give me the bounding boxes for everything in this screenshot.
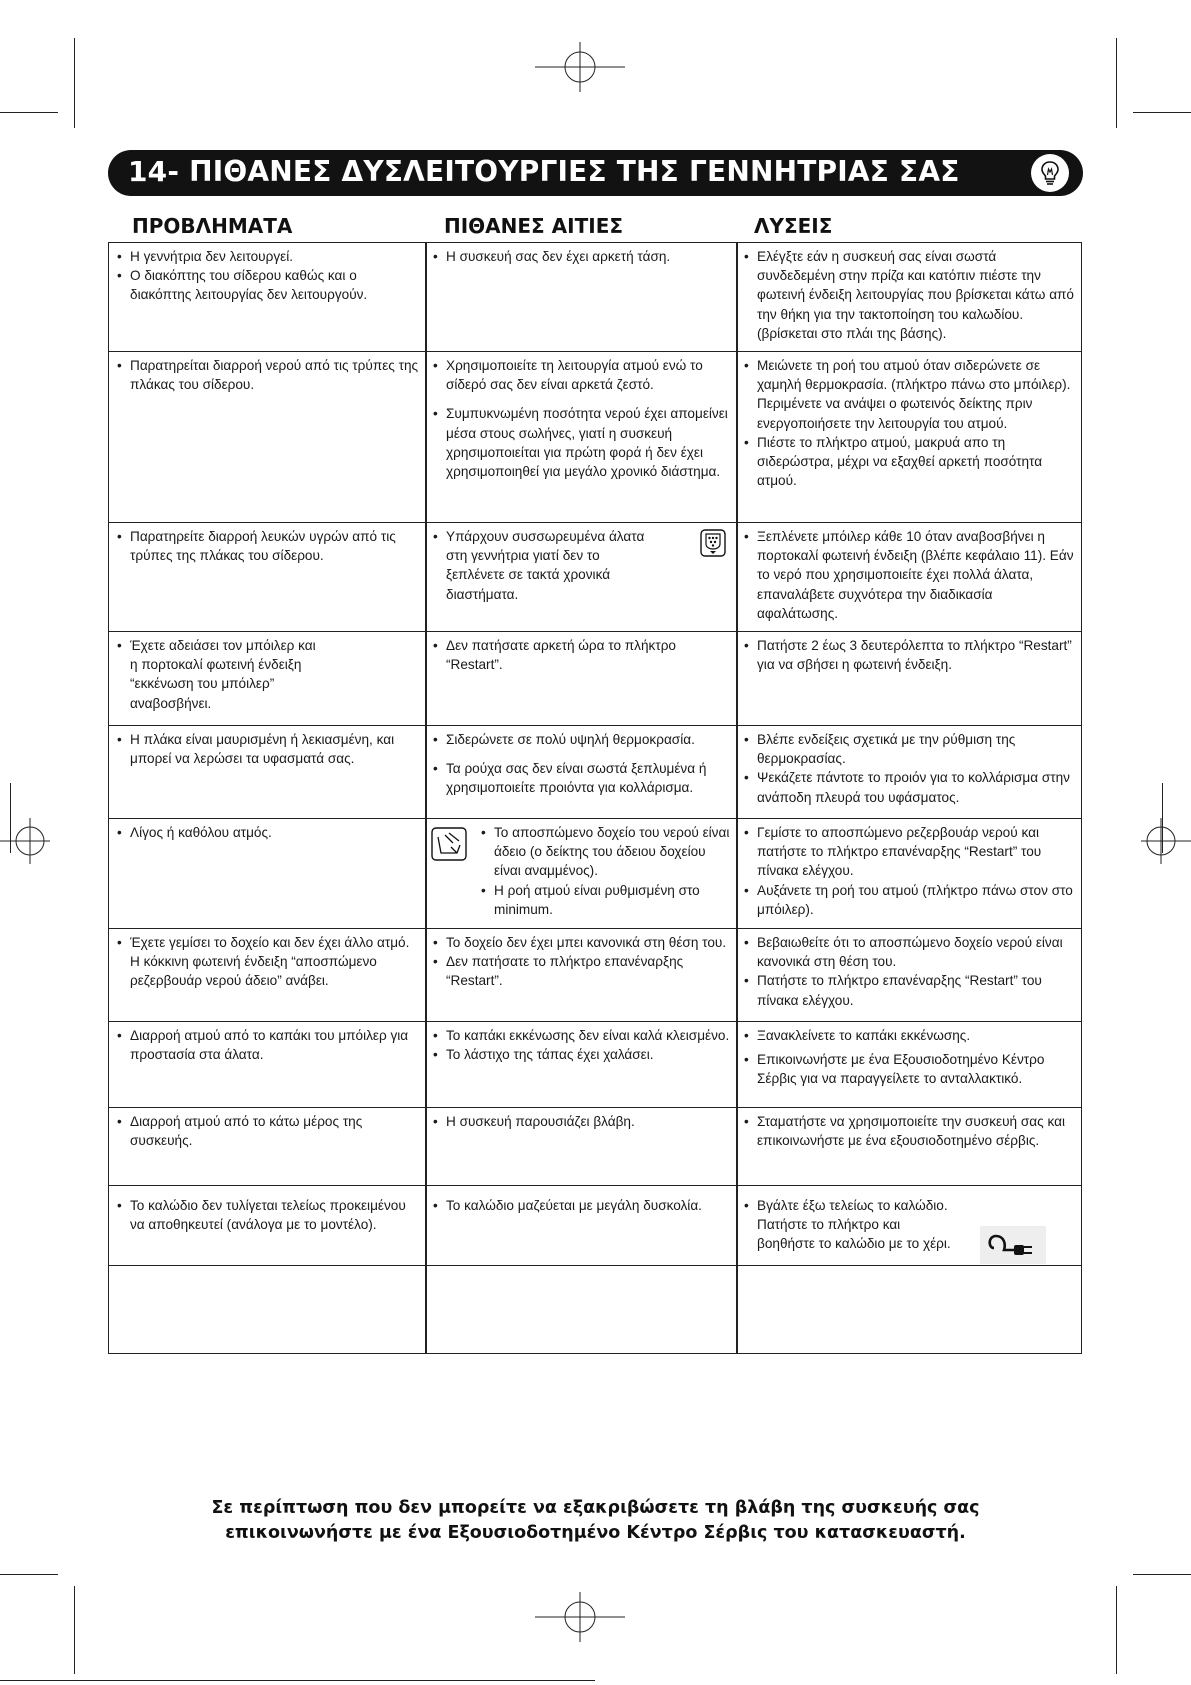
- solution-cell: [736, 819, 1081, 928]
- registration-mark-right: [1141, 818, 1191, 864]
- list-item: • Ψεκάζετε πάντοτε το προιόν για το κολλάρισμα στην ανάποδη πλευρά του υφάσματος.: [744, 768, 1075, 806]
- list-item: • Η γεννήτρια δεν λειτουργεί.: [117, 247, 419, 266]
- table-row: [109, 929, 1081, 1022]
- list-item: • Συμπυκνωμένη ποσότητα νερού έχει απομείνει μέσα στους σωλήνες, γιατί η συσκευή χρησιμοποιείται για πρώτη φορά ή δεν έχει χρησιμοποιηθεί για μεγάλο χρονικό διάστημα.: [433, 404, 730, 481]
- table-row: [109, 1108, 1081, 1186]
- list-item: • Αυξάνετε τη ροή του ατμού (πλήκτρο πάνω στον στο μπόιλερ).: [744, 881, 1075, 919]
- cause-cell: [425, 1186, 736, 1265]
- cause-cell: [425, 243, 736, 351]
- list-item: • Ξεπλένετε μπόιλερ κάθε 10 όταν αναβοσβήνει η πορτοκαλί φωτεινή ένδειξη (βλέπε κεφάλαιο 11). Εάν το νερό που χρησιμοποιείτε έχει πολλά άλατα, επαναλάβετε συχνότερα την διαδικασία αφαλάτωσης.: [744, 527, 1075, 623]
- table-row: [109, 243, 1081, 352]
- list-item: • Έχετε γεμίσει το δοχείο και δεν έχει άλλο ατμό.: [117, 933, 419, 952]
- list-item: • Το καπάκι εκκένωσης δεν είναι καλά κλεισμένο.: [433, 1026, 730, 1045]
- solution-cell: [736, 726, 1081, 818]
- list-item: Η κόκκινη φωτεινή ένδειξη “αποσπώμενο ρεζερβουάρ νερού άδειο” ανάβει.: [130, 954, 377, 989]
- solution-cell: [736, 1022, 1081, 1107]
- list-item: • Πατήστε 2 έως 3 δευτερόλεπτα το πλήκτρο “Restart” για να σβήσει η φωτεινή ένδειξη.: [744, 636, 1075, 674]
- table-row: [109, 1266, 1081, 1353]
- cause-cell: [425, 1022, 736, 1107]
- table-row: [109, 726, 1081, 819]
- list-item: • Πιέστε το πλήκτρο ατμού, μακρυά απο τη σιδερώστρα, μέχρι να εξαχθεί αρκετή ποσότητα ατμού.: [744, 433, 1075, 491]
- list-item: • Έχετε αδειάσει τον μπόιλερ και η πορτοκαλί φωτεινή ένδειξη “εκκένωση του μπόιλερ” αναβοσβήνει.: [117, 636, 320, 713]
- cause-cell: [425, 352, 736, 522]
- list-item: • Παρατηρείται διαρροή νερού από τις τρύπες της πλάκας του σίδερου.: [117, 356, 419, 394]
- problem-cell: [109, 1186, 425, 1265]
- list-item: • Δεν πατήσατε το πλήκτρο επανέναρξης “Restart”.: [433, 952, 730, 990]
- list-item: • Πατήστε το πλήκτρο επανέναρξης “Restart” του πίνακα ελέγχου.: [744, 971, 1075, 1009]
- table-row: [109, 1022, 1081, 1108]
- list-item: • Επικοινωνήστε με ένα Εξουσιοδοτημένο Κέντρο Σέρβις για να παραγγείλετε το ανταλλακτικό.: [744, 1050, 1075, 1088]
- list-item: • Παρατηρείτε διαρροή λευκών υγρών από τις τρύπες της πλάκας του σίδερου.: [117, 527, 419, 565]
- problem-cell: [109, 726, 425, 818]
- power-cord-icon: [980, 1226, 1046, 1269]
- list-item: • Η πλάκα είναι μαυρισμένη ή λεκιασμένη, και μπορεί να λερώσει τα υφασματά σας.: [117, 730, 419, 768]
- column-header-solutions: ΛΥΣΕΙΣ: [754, 214, 833, 238]
- list-item: • Βγάλτε έξω τελείως το καλώδιο.: [744, 1196, 1075, 1215]
- problem-cell: [109, 243, 425, 351]
- problem-cell: [109, 929, 425, 1021]
- crop-mark: [1133, 112, 1191, 113]
- cause-cell: [425, 523, 736, 631]
- problem-cell: [109, 523, 425, 631]
- empty-tank-icon: [431, 827, 467, 866]
- list-item: • Ξανακλείνετε το καπάκι εκκένωσης.: [744, 1026, 1075, 1045]
- list-item: • Η συσκευή παρουσιάζει βλάβη.: [433, 1112, 730, 1131]
- list-item: • Το λάστιχο της τάπας έχει χαλάσει.: [433, 1045, 730, 1064]
- footer-line: Σε περίπτωση που δεν μπορείτε να εξακριβώσετε τη βλάβη της συσκευής σας: [211, 1498, 980, 1518]
- list-item: • Ελέγξτε εάν η συσκευή σας είναι σωστά συνδεδεμένη στην πρίζα και κατόπιν πιέστε την φωτεινή ένδειξη λειτουργίας που βρίσκεται κάτω από την θήκη για την τακτοποίηση του καλωδίου. (βρίσκεται στο πλάι της βάσης).: [744, 247, 1075, 343]
- table-row: [109, 819, 1081, 929]
- list-item: • Σιδερώνετε σε πολύ υψηλή θερμοκρασία.: [433, 730, 730, 749]
- list-item: βοηθήστε το καλώδιο με το χέρι.: [757, 1236, 951, 1252]
- column-header-problems: ΠΡΟΒΛΗΜΑΤΑ: [132, 214, 293, 238]
- cause-cell: [425, 819, 736, 928]
- footer-note: [0, 1496, 1191, 1546]
- list-item: • Χρησιμοποιείτε τη λειτουργία ατμού ενώ το σίδερό σας δεν είναι αρκετά ζεστό.: [433, 356, 730, 394]
- registration-mark-top: [535, 42, 625, 92]
- solution-cell: [736, 1108, 1081, 1185]
- table-row: [109, 352, 1081, 523]
- problem-cell: [109, 632, 425, 725]
- cause-cell: [425, 632, 736, 725]
- crop-mark: [0, 112, 58, 113]
- column-header-causes: ΠΙΘΑΝΕΣ ΑΙΤΙΕΣ: [444, 214, 624, 238]
- cause-cell: [425, 726, 736, 818]
- list-item: • Βεβαιωθείτε ότι το αποσπώμενο δοχείο νερού είναι κανονικά στη θέση του.: [744, 933, 1075, 971]
- table-row: [109, 632, 1081, 726]
- section-header: [108, 150, 1083, 196]
- problem-cell: [109, 819, 425, 928]
- crop-mark: [0, 1574, 58, 1575]
- section-title: 14- ΠΙΘΑΝΕΣ ΔΥΣΛΕΙΤΟΥΡΓΙΕΣ ΤΗΣ ΓΕΝΝΗΤΡΙΑΣ ΣΑΣ: [128, 155, 960, 188]
- troubleshooting-table: [108, 242, 1082, 1354]
- problem-cell: [109, 352, 425, 522]
- solution-cell: [736, 352, 1081, 522]
- list-item: • Γεμίστε το αποσπώμενο ρεζερβουάρ νερού και πατήστε το πλήκτρο επανέναρξης “Restart” του πίνακα ελέγχου.: [744, 823, 1075, 881]
- solution-cell: [736, 1186, 1081, 1265]
- cause-cell: [425, 1108, 736, 1185]
- solution-cell: [736, 929, 1081, 1021]
- list-item: Πατήστε το πλήκτρο και: [757, 1217, 901, 1233]
- solution-cell: [736, 243, 1081, 351]
- list-item: • Διαρροή ατμού από το καπάκι του μπόιλερ για προστασία στα άλατα.: [117, 1026, 419, 1064]
- descaling-icon: [700, 529, 726, 562]
- problem-cell: [109, 1108, 425, 1185]
- list-item: • Η συσκευή σας δεν έχει αρκετή τάση.: [433, 247, 730, 266]
- crop-mark: [0, 1680, 595, 1681]
- list-item: • Το αποσπώμενο δοχείο του νερού είναι άδειο (ο δείκτης του άδειου δοχείου είναι αναμμένος).: [481, 823, 730, 881]
- registration-mark-bottom: [535, 1592, 625, 1642]
- list-item: • Υπάρχουν συσσωρευμένα άλατα στη γεννήτρια γιατί δεν το ξεπλένετε σε τακτά χρονικά διαστήματα.: [433, 527, 646, 604]
- table-row: [109, 523, 1081, 632]
- list-item: • Το καλώδιο δεν τυλίγεται τελείως προκειμένου να αποθηκευτεί (ανάλογα με το μοντέλο).: [117, 1196, 419, 1234]
- crop-mark: [74, 1586, 75, 1674]
- crop-mark: [1116, 1586, 1117, 1674]
- list-item: • Μειώνετε τη ροή του ατμού όταν σιδερώνετε σε χαμηλή θερμοκρασία. (πλήκτρο πάνω στο μπόιλερ). Περιμένετε να ανάψει ο φωτεινός δείκτης πριν ενεργοποιήσετε την λειτουργία του ατμού.: [744, 356, 1075, 433]
- table-row: [109, 1186, 1081, 1266]
- list-item: • Λίγος ή καθόλου ατμός.: [117, 823, 419, 842]
- list-item: • Βλέπε ενδείξεις σχετικά με την ρύθμιση της θερμοκρασίας.: [744, 730, 1075, 768]
- list-item: • Η ροή ατμού είναι ρυθμισμένη στο minimum.: [481, 881, 730, 919]
- list-item: • Ο διακόπτης του σίδερου καθώς και ο διακόπτης λειτουργίας δεν λειτουργούν.: [117, 266, 419, 304]
- solution-cell: [736, 523, 1081, 631]
- crop-mark: [1116, 38, 1117, 128]
- list-item: • Τα ρούχα σας δεν είναι σωστά ξεπλυμένα ή χρησιμοποιείτε προιόντα για κολλάρισμα.: [433, 759, 730, 797]
- solution-cell: [736, 632, 1081, 725]
- footer-line: επικοινωνήστε με ένα Εξουσιοδοτημένο Κέντρο Σέρβις του κατασκευαστή.: [225, 1523, 966, 1543]
- list-item: • Το καλώδιο μαζεύεται με μεγάλη δυσκολία.: [433, 1196, 730, 1215]
- cause-cell: [425, 929, 736, 1021]
- list-item: • Διαρροή ατμού από το κάτω μέρος της συσκευής.: [117, 1112, 419, 1150]
- crop-mark: [74, 38, 75, 128]
- list-item: • Σταματήστε να χρησιμοποιείτε την συσκευή σας και επικοινωνήστε με ένα εξουσιοδοτημένο σέρβις.: [744, 1112, 1075, 1150]
- crop-mark: [1133, 1574, 1191, 1575]
- registration-mark-left: [0, 818, 50, 864]
- lightbulb-icon: [1031, 154, 1069, 192]
- problem-cell: [109, 1022, 425, 1107]
- list-item: • Το δοχείο δεν έχει μπει κανονικά στη θέση του.: [433, 933, 730, 952]
- list-item: • Δεν πατήσατε αρκετή ώρα το πλήκτρο “Restart”.: [433, 636, 730, 674]
